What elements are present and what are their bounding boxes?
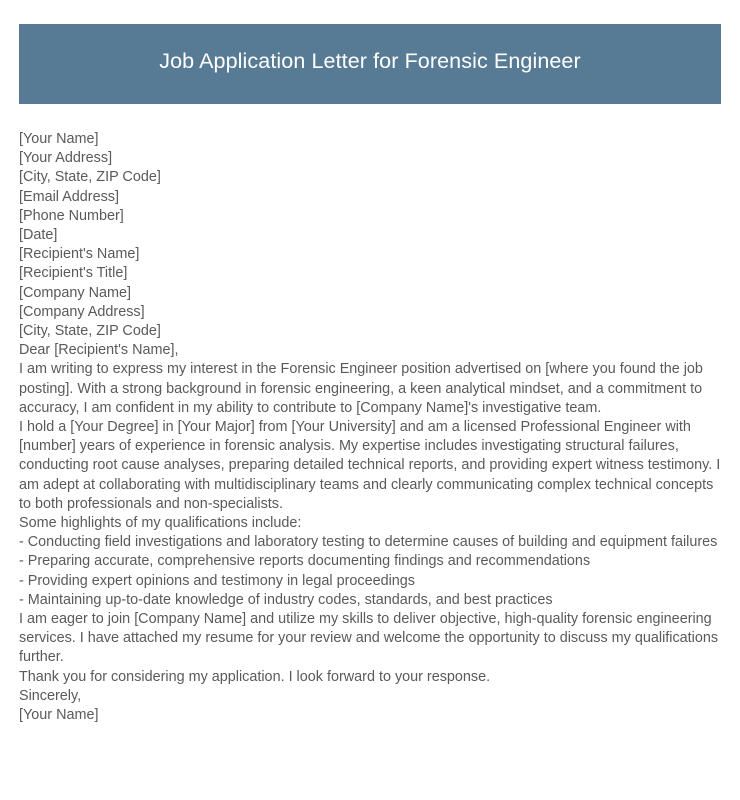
sender-line: [Phone Number] — [19, 207, 124, 224]
recipient-line: [City, State, ZIP Code] — [19, 323, 161, 340]
paragraph-closing: I am eager to join [Company Name] and utilize my skills to deliver objective, high-quality forensic engineering services. I have attached my resume for your review and welcome the opportunity to discuss my qualifications further. — [19, 611, 719, 666]
letter-header-banner — [19, 24, 721, 104]
page-title: Job Application Letter for Forensic Engineer — [159, 49, 581, 74]
list-item: - Conducting field investigations and laboratory testing to determine causes of building and equipment failures — [19, 534, 718, 551]
recipient-address-block — [19, 245, 721, 341]
highlights-list — [19, 533, 721, 610]
salutation: Dear [Recipient's Name], — [19, 342, 179, 359]
sender-line: [Date] — [19, 227, 58, 244]
sender-address-block — [19, 130, 721, 245]
paragraph-intro: I am writing to express my interest in the Forensic Engineer position advertised on [where you found the job posting]. With a strong background in forensic engineering, a keen analytical mindset, and a commitment to accuracy, I am confident in my ability to contribute to [Company Name]'s investigative team. — [19, 361, 703, 416]
recipient-line: [Company Address] — [19, 303, 145, 320]
signoff-name: [Your Name] — [19, 707, 99, 724]
paragraph-credentials: I hold a [Your Degree] in [Your Major] from [Your University] and am a licensed Professional Engineer with [number] years of experience in forensic analysis. My expertise includes investigating structural failures, conducting root cause analyses, preparing detailed technical reports, and providing expert witness testimony. I am adept at collaborating with multidisciplinary teams and clearly communicating complex technical concepts to both professionals and non-specialists. — [19, 419, 721, 512]
highlights-intro: Some highlights of my qualifications include: — [19, 515, 302, 532]
recipient-line: [Recipient's Name] — [19, 246, 140, 263]
sender-line: [City, State, ZIP Code] — [19, 169, 161, 186]
sender-line: [Your Address] — [19, 150, 113, 167]
sender-line: [Email Address] — [19, 188, 119, 205]
list-item: - Providing expert opinions and testimony in legal proceedings — [19, 572, 415, 589]
letter-body — [19, 130, 721, 725]
paragraph-thanks: Thank you for considering my application. I look forward to your response. — [19, 668, 491, 685]
list-item: - Maintaining up-to-date knowledge of industry codes, standards, and best practices — [19, 591, 553, 608]
recipient-line: [Recipient's Title] — [19, 265, 128, 282]
sender-line: [Your Name] — [19, 131, 99, 147]
recipient-line: [Company Name] — [19, 284, 131, 301]
signoff-closing: Sincerely, — [19, 687, 82, 704]
list-item: - Preparing accurate, comprehensive reports documenting findings and recommendations — [19, 553, 591, 570]
